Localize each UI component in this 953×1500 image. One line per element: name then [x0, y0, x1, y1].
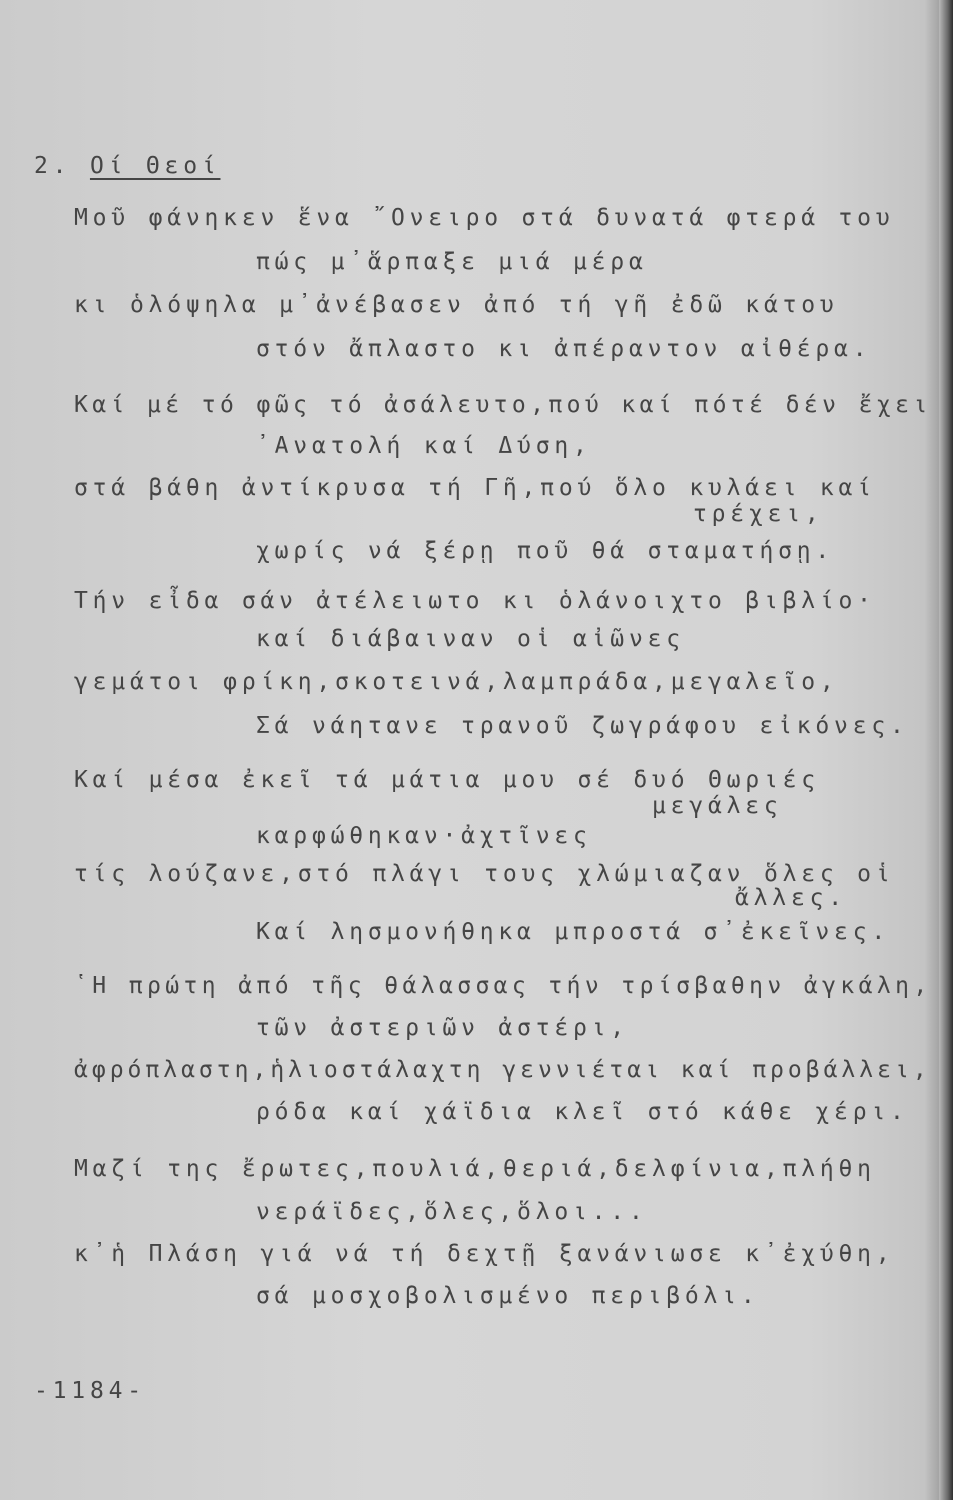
poem-line: γεμάτοι φρίκη,σκοτεινά,λαμπράδα,μεγαλεῖο,	[74, 669, 839, 695]
poem-line: καί διάβαιναν οἱ αἰῶνες	[256, 626, 685, 652]
poem-line: ἀφρόπλαστη,ἡλιοστάλαχτη γεννιέται καί προβάλλει,	[74, 1057, 931, 1083]
poem-line: Μαζί της ἔρωτες,πουλιά,θεριά,δελφίνια,πλήθη	[74, 1156, 876, 1182]
poem-line: μεγάλες	[652, 793, 783, 819]
poem-line: ῾Η πρώτη ἀπό τῆς θάλασσας τήν τρίσβαθην ἀγκάλη,	[74, 973, 932, 999]
poem-line: πώς μ᾿ἅρπαξε μιά μέρα	[256, 249, 648, 275]
page-number: -1184-	[34, 1378, 146, 1404]
poem-title: Οί Θεοί	[89, 153, 221, 179]
poem-line: κι ὁλόψηλα μ᾿ἀνέβασεν ἀπό τή γῆ ἐδῶ κάτου	[74, 292, 839, 318]
poem-line: σά μοσχοβολισμένο περιβόλι.	[256, 1283, 760, 1309]
poem-line: νεράϊδες,ὅλες,ὅλοι...	[256, 1199, 648, 1225]
poem-line: καρφώθηκαν·ἀχτῖνες	[256, 823, 592, 849]
poem-line: ἄλλες.	[735, 885, 847, 911]
poem-line: Τήν εἶδα σάν ἀτέλειωτο κι ὁλάνοιχτο βιβλίο·	[74, 588, 876, 614]
poem-number: 2.	[34, 153, 72, 179]
poem-line: Καί μέσα ἐκεῖ τά μάτια μου σέ δυό Θωριές	[74, 767, 820, 793]
poem-line: ρόδα καί χάϊδια κλεῖ στό κάθε χέρι.	[256, 1099, 909, 1125]
poem-line: στά βάθη ἀντίκρυσα τή Γῆ,πού ὅλο κυλάει καί	[74, 475, 876, 501]
poem-line: στόν ἄπλαστο κι ἀπέραντον αἰθέρα.	[256, 336, 872, 362]
poem-line: Σά νάητανε τρανοῦ ζωγράφου εἰκόνες.	[256, 713, 909, 739]
page-edge-shadow	[939, 0, 953, 1500]
poem-line: ᾿Ανατολή καί Δύση,	[256, 433, 592, 459]
poem-line: κ᾿ἡ Πλάση γιά νά τή δεχτῇ ξανάνιωσε κ᾿ἐχύθη,	[74, 1241, 895, 1267]
poem-line: τρέχει,	[693, 501, 824, 527]
poem-line: Καί μέ τό φῶς τό ἀσάλευτο,πού καί πότέ δέν ἔχει	[74, 392, 932, 418]
poem-line: τίς λούζανε,στό πλάγι τους χλώμιαζαν ὅλες οἱ	[74, 861, 895, 887]
poem-line: τῶν ἀστεριῶν ἀστέρι,	[256, 1015, 629, 1041]
poem-line: χωρίς νά ξέρῃ ποῦ θά σταματήσῃ.	[256, 538, 835, 564]
poem-heading	[34, 152, 220, 180]
poem-line: Μοῦ φάνηκεν ἕνα ῎Ονειρο στά δυνατά φτερά του	[74, 205, 895, 231]
poem-line: Καί λησμονήθηκα μπροστά σ᾿ἐκεῖνες.	[256, 919, 891, 945]
